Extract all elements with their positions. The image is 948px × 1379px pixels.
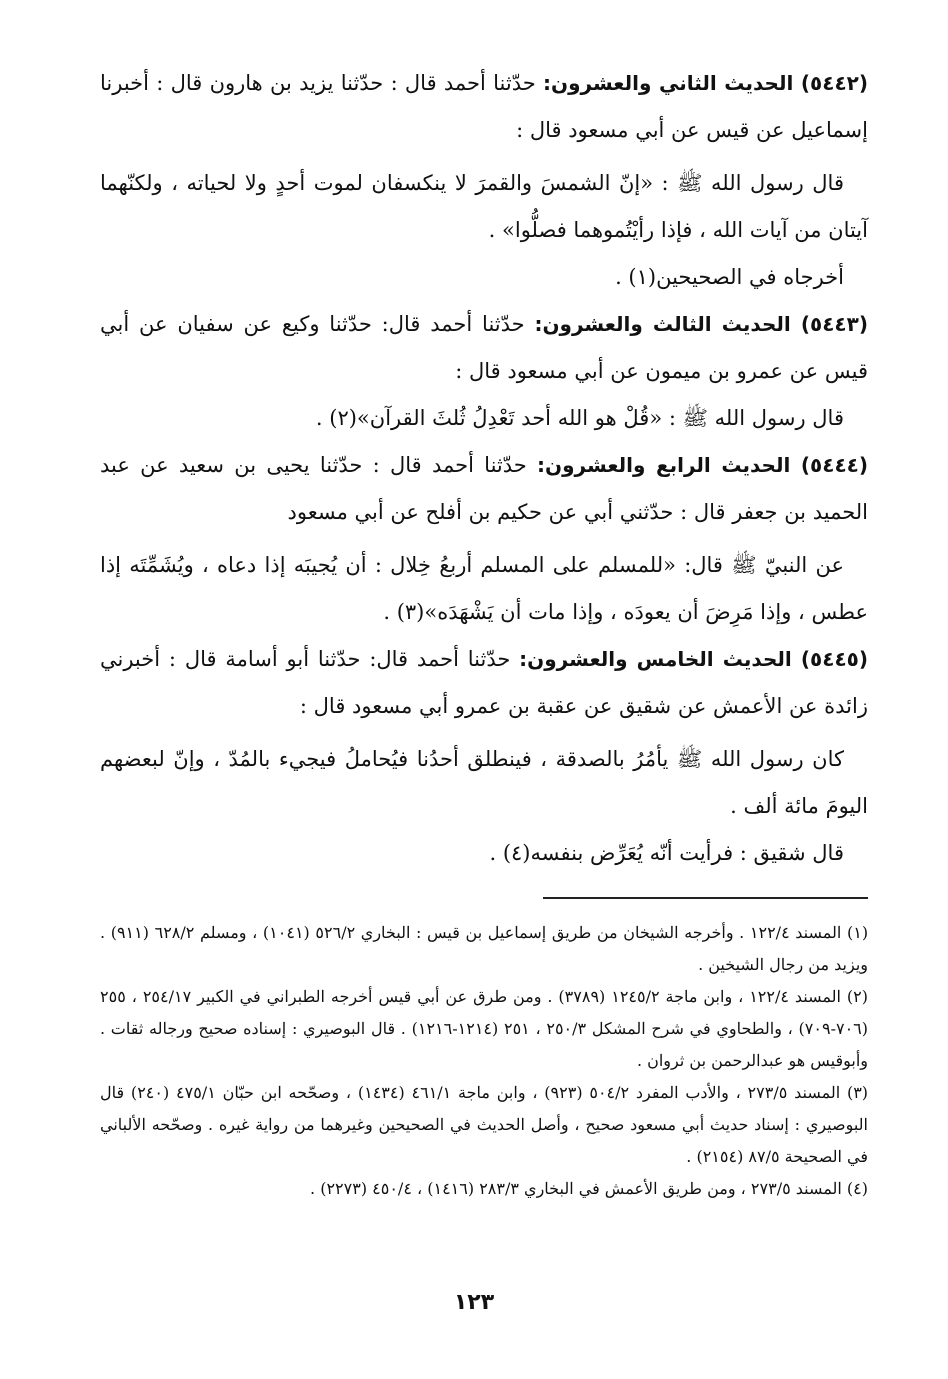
footnote-4 bbox=[100, 1173, 868, 1205]
hadith-note: قال شقيق : فرأيت أنّه يُعَرِّض بنفسه(٤) . bbox=[489, 841, 844, 865]
hadith-heading: (٥٤٤٢) الحديث الثاني والعشرون: bbox=[543, 71, 868, 95]
footnotes bbox=[100, 917, 868, 1205]
hadith-5444 bbox=[100, 442, 868, 636]
page-number: ١٢٣ bbox=[453, 1290, 495, 1315]
footnote-2 bbox=[100, 981, 868, 1077]
footnote-3 bbox=[100, 1077, 868, 1173]
footnote-continuation: (٢٤٠) قال البوصيري : إسناد حديث أبي مسعود صحيح ، وأصل الحديث في الصحيحين وغيرهما من رواية غيره . وصحّحه الألباني في الصحيحة ٨٧/٥ (٢١٥٤) . bbox=[100, 1083, 868, 1166]
hadith-5445 bbox=[100, 636, 868, 877]
hadith-matn: كان رسول الله ﷺ يأمُرُ بالصدقة ، فينطلق أحدُنا فيُحاملُ فيجيء بالمُدّ ، وإنّ لبعضهم اليومَ مائة ألف . bbox=[100, 747, 868, 818]
isnad-text: حدّثنا أحمد قال : حدّثنا يزيد بن هارون قال : أخبرنا إسماعيل عن قيس عن أبي مسعود قال : bbox=[100, 71, 868, 142]
footnote-text: (٣) المسند ٢٧٣/٥ ، والأدب المفرد ٥٠٤/٢ (٩٢٣) ، وابن ماجة ٤٦١/١ (١٤٣٤) ، وصحّحه ابن حبّان ٤٧٥/١ bbox=[176, 1083, 869, 1102]
footnote-separator bbox=[543, 897, 868, 899]
hadith-heading: (٥٤٤٥) الحديث الخامس والعشرون: bbox=[519, 647, 868, 671]
hadith-isnad bbox=[100, 636, 868, 730]
footnote-1 bbox=[100, 917, 868, 981]
book-page bbox=[100, 60, 868, 1360]
hadith-isnad bbox=[100, 301, 868, 395]
isnad-text: حدّثنا أحمد قال: حدّثنا أبو أسامة قال : أخبرني زائدة عن الأعمش عن شقيق عن عقبة بن عمرو أبي مسعود قال : bbox=[100, 647, 868, 718]
footnote-text: (٢) المسند ١٢٢/٤ ، وابن ماجة ١٢٤٥/٢ (٣٧٨٩) . ومن طرق عن أبي قيس أخرجه الطبراني في الكبير bbox=[197, 987, 868, 1006]
isnad-text: حدّثنا أحمد قال: حدّثنا وكيع عن سفيان عن أبي قيس عن عمرو بن ميمون عن أبي مسعود قال : bbox=[100, 312, 868, 383]
hadith-isnad bbox=[100, 442, 868, 536]
hadith-isnad bbox=[100, 60, 868, 154]
hadith-matn: قال رسول الله ﷺ : «قُلْ هو الله أحد تَعْدِلُ ثُلثَ القرآن»(٢) . bbox=[315, 406, 844, 430]
hadith-5442 bbox=[100, 60, 868, 301]
footnote-continuation: ٦٢٨/٢ (٩١١) . ويزيد من رجال الشيخين . bbox=[100, 923, 868, 974]
hadith-heading: (٥٤٤٤) الحديث الرابع والعشرون: bbox=[537, 453, 868, 477]
hadith-heading: (٥٤٤٣) الحديث الثالث والعشرون: bbox=[534, 312, 868, 336]
footnote-continuation: ٢٥٤/١٧ ، ٢٥٥ (٧٠٦-٧٠٩) ، والطحاوي في شرح المشكل ٢٥٠/٣ ، ٢٥١ (١٢١٤-١٢١٦) . قال البوصيري : إسناده صحيح ورجاله ثقات . وأبوقيس هو عبدالرحمن بن ثروان . bbox=[100, 987, 869, 1070]
isnad-text: حدّثنا أحمد قال : حدّثنا يحيى بن سعيد عن عبد الحميد بن جعفر قال : حدّثني أبي عن حكيم بن أفلح عن أبي مسعود bbox=[100, 453, 868, 524]
hadith-matn: عن النبيّ ﷺ قال: «للمسلم على المسلم أربعُ خِلال : أن يُجيبَه إذا دعاه ، ويُشَمِّتَه إذا عطس ، وإذا مَرِضَ أن يعودَه ، وإذا مات أن يَشْهَدَه»(٣) . bbox=[100, 553, 868, 624]
footnote-text: (٤) المسند ٢٧٣/٥ ، ومن طريق الأعمش في البخاري ٢٨٣/٣ (١٤١٦) ، ٤٥٠/٤ (٢٢٧٣) . bbox=[310, 1179, 868, 1198]
hadith-note: أخرجاه في الصحيحين(١) . bbox=[615, 265, 844, 289]
footnote-text: (١) المسند ١٢٢/٤ . وأخرجه الشيخان من طريق إسماعيل بن قيس : البخاري ٥٢٦/٢ (١٠٤١) ، ومسلم bbox=[200, 923, 869, 942]
hadith-5443 bbox=[100, 301, 868, 442]
hadith-matn: قال رسول الله ﷺ : «إنّ الشمسَ والقمرَ لا ينكسفان لموت أحدٍ ولا لحياته ، ولكنّهما آيتان من آيات الله ، فإذا رأيْتُموهما فصلُّوا» . bbox=[100, 171, 868, 242]
